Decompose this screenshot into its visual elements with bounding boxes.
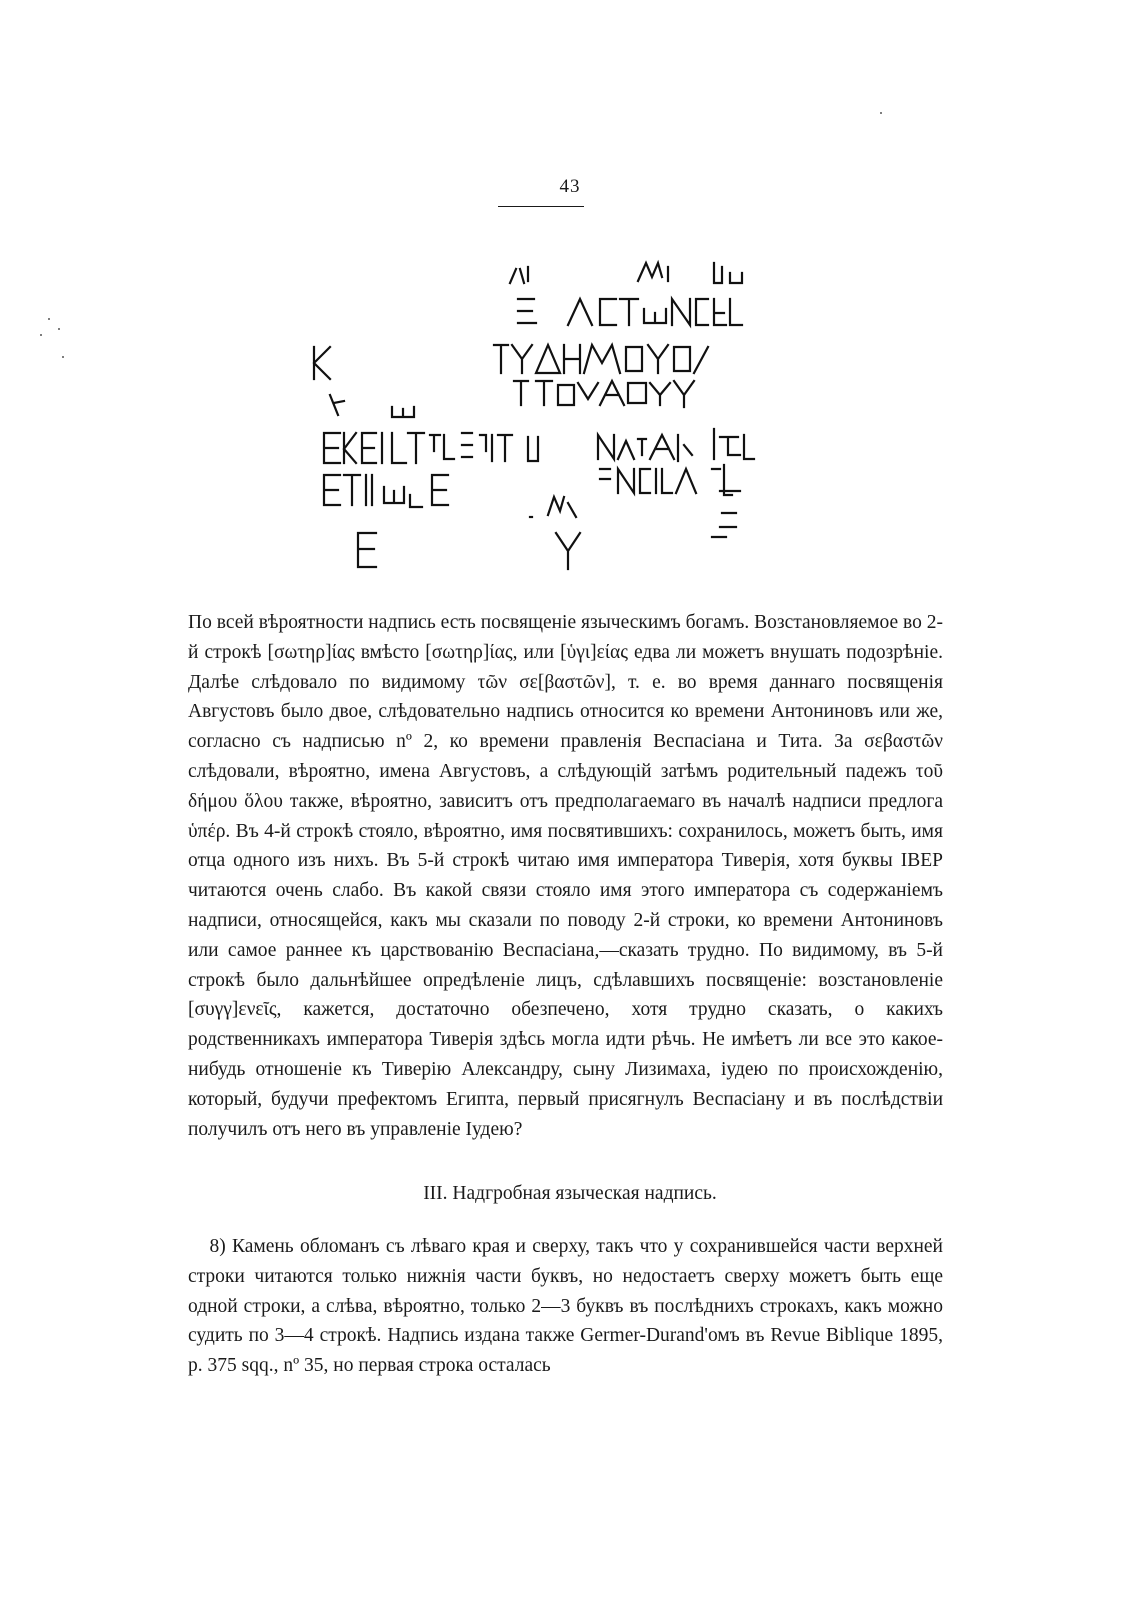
- section-body-text: [188, 1232, 943, 1381]
- inscription-drawing: [300, 255, 800, 595]
- body-text: [188, 608, 943, 1144]
- section-paragraph: 8) Камень обломанъ съ лѣваго края и сверху, такъ что у сохранившейся части верхней строки читаются только нижнія части буквъ, но недостаетъ сверху можетъ быть еще одной строки, а слѣва, вѣроятно, только 2—3 буквъ въ послѣднихъ строкахъ, какъ можно судить по 3—4 строкѣ. Надпись издана также Germer-Durand'омъ въ Revue Biblique 1895, p. 375 sqq., nº 35, но первая строка осталась: [188, 1236, 943, 1377]
- page-number-rule: [498, 206, 584, 207]
- section-heading: III. Надгробная языческая надпись.: [423, 1183, 717, 1204]
- page-number: 43: [559, 176, 581, 197]
- main-paragraph: По всей вѣроятности надпись есть посвященіе языческимъ богамъ. Возстановляемое во 2-й строкѣ [σωτηρ]ίας вмѣсто [σωτηρ]ίας, или [ὑγι]είας едва ли можетъ внушать подозрѣніе. Далѣе слѣдовало по видимому τῶν σε[βαστῶν], т. е. во время даннаго посвященія Августовъ было двое, слѣдовательно надпись относится ко времени Антониновъ или же, согласно съ надписью nº 2, ко времени правленія Веспасіана и Тита. За σεβαστῶν слѣдовали, вѣроятно, имена Августовъ, а слѣдующій затѣмъ родительный падежъ τοῦ δήμου ὅλου также, вѣроятно, зависитъ отъ предполагаемаго въ началѣ надписи предлога ὑπέρ. Въ 4-й строкѣ стояло, вѣроятно, имя посвятившихъ: сохранилось, можетъ быть, имя отца одного изъ нихъ. Въ 5-й строкѣ читаю имя императора Тиверія, хотя буквы IBEP читаются очень слабо. Въ какой связи стояло имя этого императора съ содержаніемъ надписи, относящейся, какъ мы сказали по поводу 2-й строки, ко времени Антониновъ или самое раннее къ царствованію Веспасіана,—сказать трудно. По видимому, въ 5-й строкѣ было дальнѣйшее опредѣленіе лицъ, сдѣлавшихъ посвященіе: возстановленіе [συγγ]ενεῖς, кажется, достаточно обезпечено, хотя трудно сказать, о какихъ родственникахъ императора Тиверія здѣсь могла идти рѣчь. Не имѣетъ ли все это какое-нибудь отношеніе къ Тиверію Александру, сыну Лизимаха, іудею по происхожденію, который, будучи префектомъ Египта, первый присягнулъ Веспасіану и въ послѣдствіи получилъ отъ него въ управленіе Іудею?: [188, 612, 943, 1140]
